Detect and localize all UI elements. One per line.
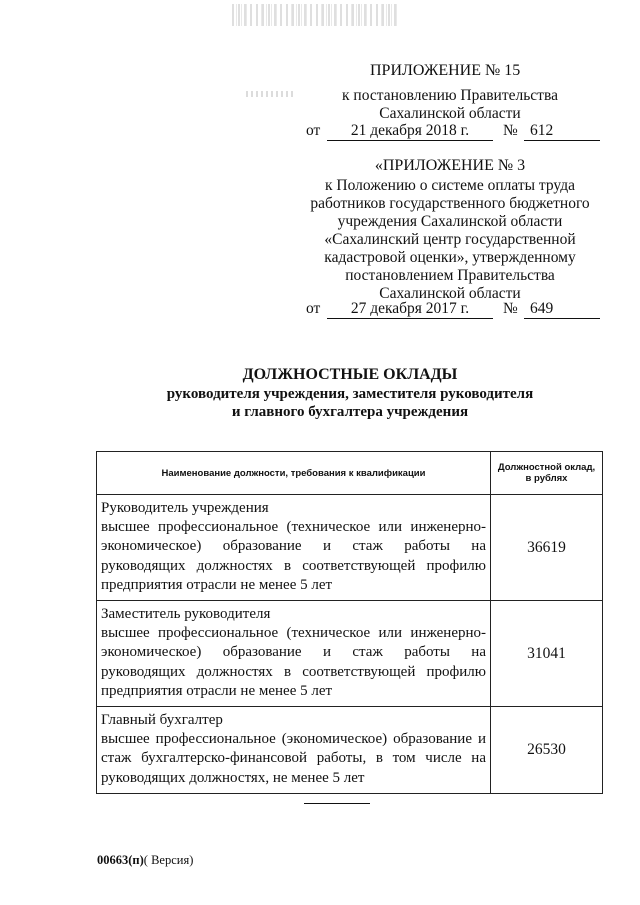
document-subtitle-1: руководителя учреждения, заместителя руководителя	[166, 386, 534, 402]
appendix-title: ПРИЛОЖЕНИЕ № 15	[370, 62, 521, 79]
appendix3-date: 27 декабря 2017 г.	[327, 300, 493, 319]
position-title: Руководитель учреждения	[101, 500, 269, 516]
appendix3-line: постановлением Правительства	[345, 267, 555, 284]
position-requirements: высшее профессиональное (экономическое) образование и стаж бухгалтерско-финансовой работы, в том числе на руководящих должностях, не менее 5 лет	[101, 731, 486, 786]
column-header-position: Наименование должности, требования к квалификации	[97, 452, 491, 495]
document-subtitle-2: и главного бухгалтера учреждения	[231, 404, 469, 420]
position-title: Главный бухгалтер	[101, 712, 223, 729]
scan-artifact	[246, 91, 296, 97]
appendix3-title: «ПРИЛОЖЕНИЕ № 3	[374, 157, 526, 174]
table-row	[97, 601, 603, 707]
salary-cell: 26530	[491, 707, 603, 794]
column-header-salary	[491, 452, 603, 495]
column-header-salary-line-1: Должностной оклад,	[497, 462, 596, 473]
appendix-date: 21 декабря 2018 г.	[327, 122, 493, 141]
table-header-row	[97, 452, 603, 495]
appendix3-line: работников государственного бюджетного	[310, 195, 590, 212]
appendix-number-value: 612	[530, 122, 554, 139]
appendix3-number	[524, 300, 600, 319]
appendix-line-1: к постановлению Правительства	[342, 87, 558, 104]
column-header-salary-line-2: в рублях	[525, 473, 568, 484]
appendix3-line: Сахалинской области	[379, 285, 521, 302]
appendix3-line: учреждения Сахалинской области	[337, 213, 563, 230]
position-requirements: высшее профессиональное (техническое или инженерно-экономическое) образование и стаж работы на руководящих должностях в соответствующей профилю предприятия отрасли не менее 5 лет	[101, 519, 486, 593]
appendix3-line: к Положению о системе оплаты труда	[325, 177, 575, 194]
scan-artifact	[232, 4, 397, 26]
appendix-line-2: Сахалинской области	[379, 105, 521, 122]
footer-code	[97, 853, 193, 868]
position-cell	[97, 601, 491, 707]
appendix-number-label: №	[503, 122, 518, 139]
document-code: 00663(п)	[97, 853, 144, 867]
document-title: ДОЛЖНОСТНЫЕ ОКЛАДЫ	[242, 366, 458, 383]
appendix-number	[524, 122, 600, 141]
appendix-from-label: от	[306, 122, 321, 139]
position-requirements: высшее профессиональное (техническое или инженерно-экономическое) образование и стаж работы на руководящих должностях в соответствующей профилю предприятия отрасли не менее 5 лет	[101, 625, 486, 699]
footer-divider	[304, 803, 370, 804]
table-row	[97, 495, 603, 601]
position-cell	[97, 495, 491, 601]
appendix3-number-label: №	[503, 300, 518, 317]
salary-cell: 36619	[491, 495, 603, 601]
appendix3-from-label: от	[306, 300, 321, 317]
appendix3-line: «Сахалинский центр государственной	[324, 231, 576, 248]
table-row	[97, 707, 603, 794]
appendix3-line: кадастровой оценки», утвержденному	[324, 249, 576, 266]
salary-cell: 31041	[491, 601, 603, 707]
position-cell	[97, 707, 491, 794]
position-title: Заместитель руководителя	[101, 606, 271, 623]
document-version: ( Версия)	[143, 853, 194, 867]
appendix3-number-value: 649	[530, 300, 554, 317]
salary-table	[96, 451, 603, 794]
